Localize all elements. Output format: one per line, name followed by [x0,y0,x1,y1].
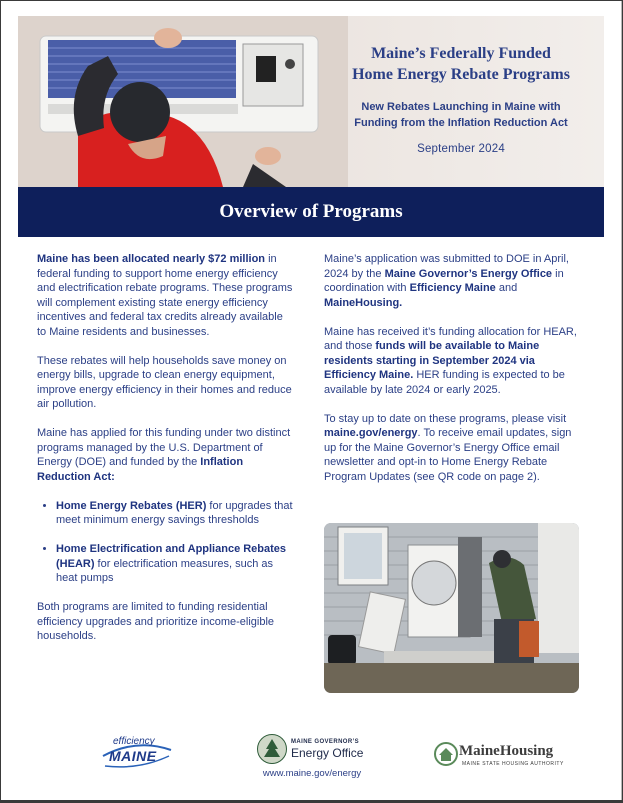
energy-office-highlight: Maine Governor’s Energy Office [384,267,553,280]
pine-tree-icon [258,735,286,763]
eligibility-paragraph: Both programs are limited to funding residential efficiency upgrades and prioritize income-eligible households. [37,601,275,642]
maine-seal-icon [257,734,287,764]
mainehousing-logo-sub: MAINE STATE HOUSING AUTHORITY [462,761,564,767]
application-text-1: Maine’s application was submitted to DOE in April, 2024 by the [324,253,569,280]
list-item-hear [56,542,293,586]
subtitle-line-2: Funding from the Inflation Reduction Act [354,117,568,129]
updates-text-2: . To receive email updates, sign up for the Maine Governor’s Energy Office email newsletter and opt-in to Home Energy Rebate Program Updates (see QR code on page 2). [324,427,572,483]
application-paragraph [324,252,579,310]
hear-program-name: Home Electrification and Appliance Rebates (HEAR) [56,543,287,570]
efficiency-maine-logo [101,736,173,770]
allocation-text-1: Maine has received it’s funding allocation for HEAR, and those [324,325,577,352]
mainehousing-logo [433,741,578,769]
allocation-text-2: HER funding is expected to be available by late 2024 or early 2025. [324,369,565,396]
technician-installing-heat-pump-image [18,16,348,187]
document-date: September 2024 [417,143,505,155]
updates-text-1: To stay up to date on these programs, please visit [324,412,567,425]
programs-intro-paragraph [37,426,293,484]
energy-office-logo-main: Energy Office [291,746,364,760]
section-title: Overview of Programs [219,201,403,222]
house-icon [433,741,459,767]
right-column [324,252,579,499]
application-text-3: and [495,282,518,294]
subtitle-line-1: New Rebates Launching in Maine with [361,101,561,113]
title-line-2: Home Energy Rebate Programs [352,66,570,83]
governors-energy-office-logo [257,734,367,768]
list-item-her [56,499,293,528]
her-program-desc: for upgrades that meet minimum energy savings thresholds [56,499,293,526]
mainehousing-logo-main: MaineHousing [459,743,554,759]
efficiency-maine-logo-big: MAINE [109,748,157,764]
efficiency-maine-logo-small: efficiency [113,736,155,747]
title-line-1: Maine’s Federally Funded [371,45,551,62]
left-column [37,252,293,658]
footer-website-link[interactable]: www.maine.gov/energy [262,768,362,779]
availability-highlight: funds will be available to Maine residents starting in September 2024 via Efficiency Maine. [324,340,540,381]
document-subtitle [318,99,604,131]
allocation-paragraph [324,325,579,398]
her-program-name: Home Energy Rebates (HER) [56,499,207,512]
document-title [318,43,604,85]
funding-text: in federal funding to support home energy efficiency and electrification rebate programs. These programs will complement existing state energy efficiency incentives and federal tax credits already available to Maine residents and businesses. [37,253,293,338]
application-text-2: in coordination with [324,267,564,294]
energy-office-logo-top: MAINE GOVERNOR’S [291,739,360,745]
document-page [1,1,622,800]
efficiency-maine-highlight: Efficiency Maine [409,282,496,294]
header-hero [18,16,604,187]
outdoor-heat-pump-illustration [324,523,579,693]
mainehousing-highlight: MaineHousing. [324,296,403,309]
programs-intro-text: Maine has applied for this funding under two distinct programs managed by the U.S. Department of Energy (DOE) and funded by the [37,427,291,468]
benefits-paragraph: These rebates will help households save money on energy bills, upgrade to clean energy equipment, improve energy efficiency in their homes and reduce air pollution. [37,354,292,410]
funding-amount-highlight: Maine has been allocated nearly $72 million [37,253,266,265]
hear-program-desc: for electrification measures, such as heat pumps [56,557,274,584]
outdoor-heat-pump-image [324,523,579,693]
updates-paragraph [324,412,579,485]
funding-paragraph [37,252,293,339]
program-list [37,499,293,586]
section-banner [18,187,604,237]
ira-highlight: Inflation Reduction Act: [37,456,244,483]
header-text-block [318,16,604,187]
energy-website-link[interactable]: maine.gov/energy [324,427,418,439]
